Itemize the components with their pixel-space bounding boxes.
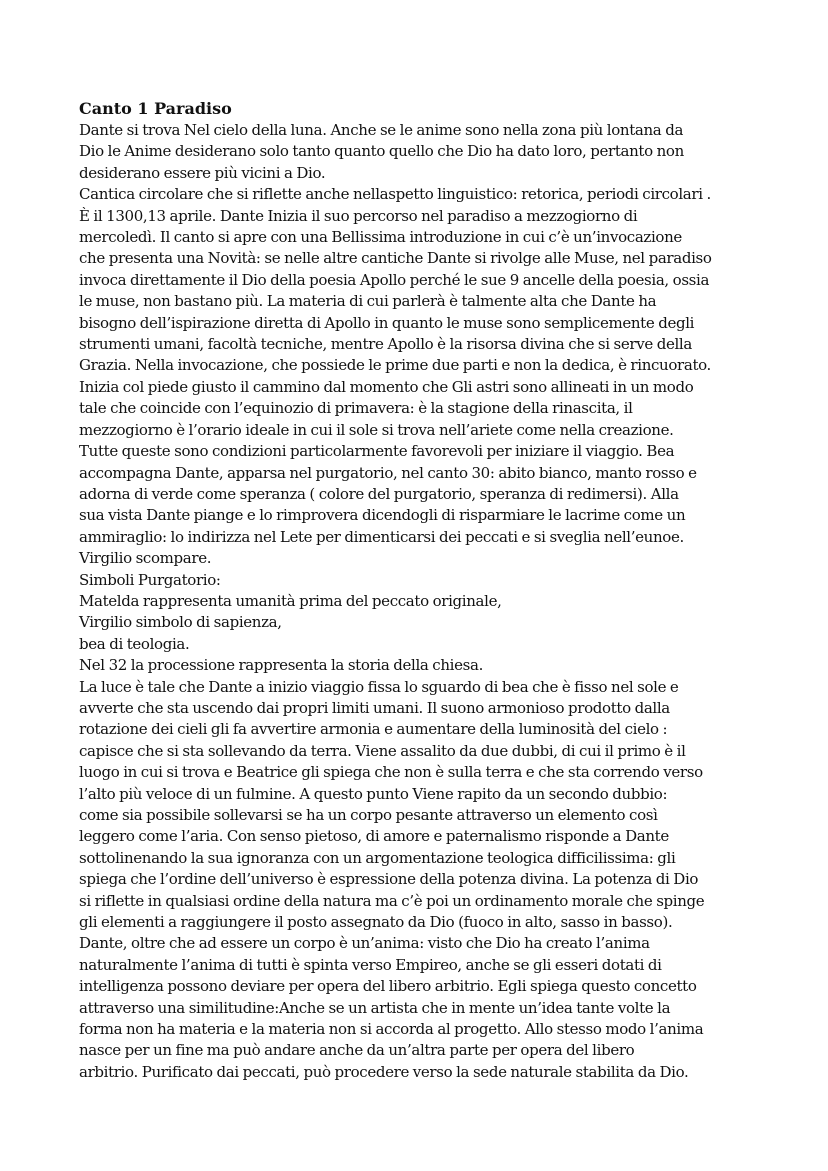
text-line: che presenta una Novità: se nelle altre cantiche Dante si rivolge alle Muse, nel paradiso <box>79 249 712 268</box>
text-line: invoca direttamente il Dio della poesia Apollo perché le sue 9 ancelle della poesia, ossia <box>79 270 710 289</box>
text-line: accompagna Dante, apparsa nel purgatorio, nel canto 30: abito bianco, manto rosso e <box>79 463 697 482</box>
text-line: arbitrio. Purificato dai peccati, può procedere verso la sede naturale stabilita da Dio. <box>79 1062 689 1081</box>
text-line: bea di teologia. <box>79 634 190 653</box>
text-line: sottolinenando la sua ignoranza con un argomentazione teologica difficilissima: gli <box>79 848 676 867</box>
text-line: capisce che si sta sollevando da terra. Viene assalito da due dubbi, di cui il primo è il <box>79 741 686 760</box>
text-line: mezzogiorno è l’orario ideale in cui il sole si trova nell’ariete come nella creazione. <box>79 420 674 439</box>
text-line: Dante, oltre che ad essere un corpo è un’anima: visto che Dio ha creato l’anima <box>79 934 650 953</box>
text-line: nasce per un fine ma può andare anche da un’altra parte per opera del libero <box>79 1041 635 1060</box>
text-line: rotazione dei cieli gli fa avvertire armonia e aumentare della luminosità del cielo : <box>79 720 668 739</box>
text-line: spiega che l’ordine dell’universo è espressione della potenza divina. La potenza di Dio <box>79 870 699 889</box>
text-line: mercoledì. Il canto si apre con una Bellissima introduzione in cui c’è un’invocazione <box>79 228 682 247</box>
text-line: Dio le Anime desiderano solo tanto quanto quello che Dio ha dato loro, pertanto non <box>79 142 684 161</box>
text-line: La luce è tale che Dante a inizio viaggio fissa lo sguardo di bea che è fisso nel sole e <box>79 677 679 696</box>
text-line: luogo in cui si trova e Beatrice gli spiega che non è sulla terra e che sta correndo verso <box>79 763 703 782</box>
text-line: desiderano essere più vicini a Dio. <box>79 163 326 182</box>
text-line: Matelda rappresenta umanità prima del peccato originale, <box>79 591 502 610</box>
text-line: leggero come l’aria. Con senso pietoso, di amore e paternalismo risponde a Dante <box>79 827 669 846</box>
text-line: Nel 32 la processione rappresenta la storia della chiesa. <box>79 656 484 675</box>
text-line: Virgilio scompare. <box>79 549 212 568</box>
text-line: intelligenza possono deviare per opera del libero arbitrio. Egli spiega questo concetto <box>79 977 697 996</box>
text-line: Grazia. Nella invocazione, che possiede le prime due parti e non la dedica, è rincuorato. <box>79 356 711 375</box>
text-line: Inizia col piede giusto il cammino dal momento che Gli astri sono allineati in un modo <box>79 377 694 396</box>
text-line: tale che coincide con l’equinozio di primavera: è la stagione della rinascita, il <box>79 399 633 418</box>
document-body <box>79 120 759 1083</box>
text-line: si riflette in qualsiasi ordine della natura ma c’è poi un ordinamento morale che spinge <box>79 891 705 910</box>
text-line: naturalmente l’anima di tutti è spinta verso Empireo, anche se gli esseri dotati di <box>79 955 662 974</box>
text-line: Tutte queste sono condizioni particolarmente favorevoli per iniziare il viaggio. Bea <box>79 442 675 461</box>
text-line: attraverso una similitudine:Anche se un artista che in mente un’idea tante volte la <box>79 998 671 1017</box>
text-line: adorna di verde come speranza ( colore del purgatorio, speranza di redimersi). Alla <box>79 484 679 503</box>
text-line: come sia possibile sollevarsi se ha un corpo pesante attraverso un elemento così <box>79 806 658 824</box>
document-title: Canto 1 Paradiso <box>79 99 232 118</box>
document-page <box>79 98 759 1083</box>
text-line: Cantica circolare che si riflette anche nellaspetto linguistico: retorica, periodi circolari . <box>79 185 711 204</box>
text-line: strumenti umani, facoltà tecniche, mentre Apollo è la risorsa divina che si serve della <box>79 335 692 354</box>
text-line: gli elementi a raggiungere il posto assegnato da Dio (fuoco in alto, sasso in basso). <box>79 913 673 932</box>
text-line: le muse, non bastano più. La materia di cui parlerà è talmente alta che Dante ha <box>79 292 657 311</box>
text-line: Virgilio simbolo di sapienza, <box>79 613 282 632</box>
text-line: Dante si trova Nel cielo della luna. Anche se le anime sono nella zona più lontana da <box>79 121 684 139</box>
text-line: l’alto più veloce di un fulmine. A questo punto Viene rapito da un secondo dubbio: <box>79 784 668 803</box>
text-line: bisogno dell’ispirazione diretta di Apollo in quanto le muse sono semplicemente degli <box>79 313 695 332</box>
text-line: ammiraglio: lo indirizza nel Lete per dimenticarsi dei peccati e si sveglia nell’eunoe. <box>79 527 684 546</box>
text-line: avverte che sta uscendo dai propri limiti umani. Il suono armonioso prodotto dalla <box>79 698 670 717</box>
text-line: È il 1300,13 aprile. Dante Inizia il suo percorso nel paradiso a mezzogiorno di <box>79 206 638 225</box>
text-line: forma non ha materia e la materia non si accorda al progetto. Allo stesso modo l’anima <box>79 1020 704 1039</box>
text-line: sua vista Dante piange e lo rimprovera dicendogli di risparmiare le lacrime come un <box>79 506 686 525</box>
text-line: Simboli Purgatorio: <box>79 570 221 589</box>
